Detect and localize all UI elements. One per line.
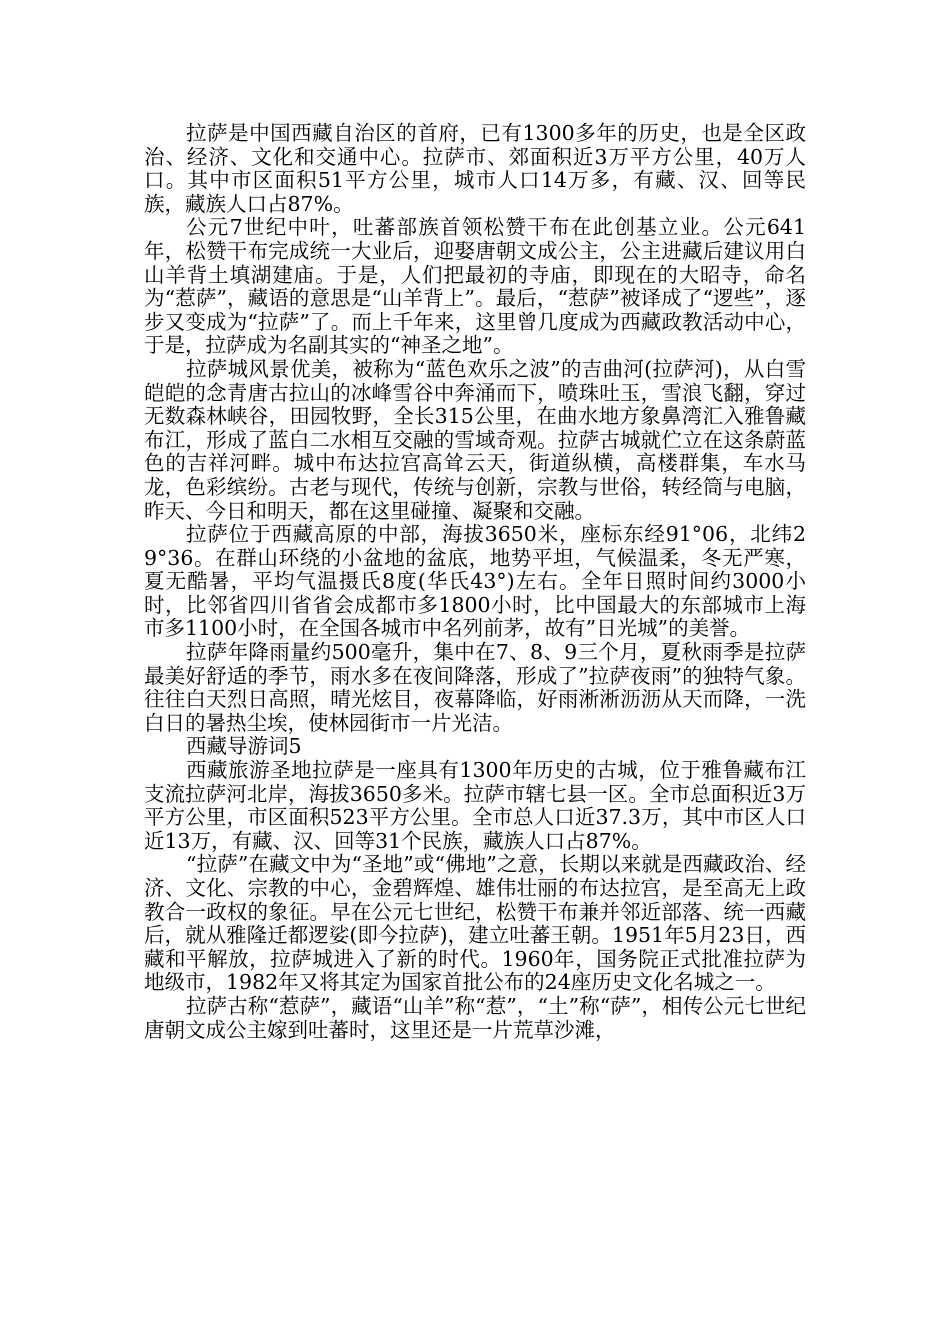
paragraph-holy-city: 西藏旅游圣地拉萨是一座具有1300年历史的古城，位于雅鲁藏布江支流拉萨河北岸，海拔3650多米。拉萨市辖七县一区。全市总面积近3万平方公里，市区面积523平方公里。全市总人口近37.3万，其中市区人口近13万，有藏、汉、回等31个民族，藏族人口占87%。 bbox=[144, 758, 806, 853]
document-page bbox=[144, 122, 806, 1042]
paragraph-lhasa-history: 公元7世纪中叶，吐蕃部族首领松赞干布在此创基立业。公元641年，松赞干布完成统一大业后，迎娶唐朝文成公主，公主进藏后建议用白山羊背土填湖建庙。于是，人们把最初的寺庙，即现在的大昭寺，命名为“惹萨”，藏语的意思是“山羊背上”。最后，“惹萨”被译成了“逻些”，逐步又变成为“拉萨”了。而上千年来，这里曾几度成为西藏政教活动中心，于是，拉萨成为名副其实的“神圣之地”。 bbox=[144, 215, 806, 358]
paragraph-ancient-name: 拉萨古称“惹萨”，藏语“山羊”称“惹”，“土”称“萨”，相传公元七世纪唐朝文成公主嫁到吐蕃时，这里还是一片荒草沙滩， bbox=[144, 993, 806, 1042]
paragraph-lhasa-rainfall: 拉萨年降雨量约500毫升，集中在7、8、9三个月，夏秋雨季是拉萨最美好舒适的季节，雨水多在夜间降落，形成了”拉萨夜雨”的独特气象。往往白天烈日高照，晴光炫目，夜幕降临，好雨淅淅沥沥从天而降，一洗白日的暑热尘埃，使林园街市一片光洁。 bbox=[144, 640, 806, 735]
paragraph-lhasa-meaning: “拉萨”在藏文中为“圣地”或“佛地”之意，长期以来就是西藏政治、经济、文化、宗教的中心，金碧辉煌、雄伟壮丽的布达拉宫，是至高无上政教合一政权的象征。早在公元七世纪，松赞干布兼并邻近部落、统一西藏后，就从雅隆迁都逻娑(即今拉萨)，建立吐蕃王朝。1951年5月23日，西藏和平解放，拉萨城进入了新的时代。1960年，国务院正式批准拉萨为地级市，1982年又将其定为国家首批公布的24座历史文化名城之一。 bbox=[144, 852, 806, 995]
paragraph-lhasa-geography: 拉萨位于西藏高原的中部，海拔3650米，座标东经91°06，北纬29°36。在群山环绕的小盆地的盆底，地势平坦，气候温柔，冬无严寒，夏无酷暑，平均气温摄氏8度(华氏43°)左右。全年日照时间约3000小时，比邻省四川省省会成都市多1800小时，比中国最大的东部城市上海市多1100小时，在全国各城市中名列前茅，故有”日光城”的美誉。 bbox=[144, 522, 806, 641]
section-heading: 西藏导游词5 bbox=[186, 734, 302, 759]
paragraph-lhasa-overview: 拉萨是中国西藏自治区的首府，已有1300多年的历史，也是全区政治、经济、文化和交通中心。拉萨市、郊面积近3万平方公里，40万人口。其中市区面积51平方公里，城市人口14万多，有藏、汉、回等民族，藏族人口占87%。 bbox=[144, 121, 806, 216]
paragraph-lhasa-scenery: 拉萨城风景优美，被称为“蓝色欢乐之波”的吉曲河(拉萨河)，从白雪皑皑的念青唐古拉山的冰峰雪谷中奔涌而下，喷珠吐玉，雪浪飞翻，穿过无数森林峡谷，田园牧野，全长315公里，在曲水地方象鼻湾汇入雅鲁藏布江，形成了蓝白二水相互交融的雪域奇观。拉萨古城就伫立在这条蔚蓝色的吉祥河畔。城中布达拉宫高耸云天，街道纵横，高楼群集，车水马龙，色彩缤纷。古老与现代，传统与创新，宗教与世俗，转经筒与电脑，昨天、今日和明天，都在这里碰撞、凝聚和交融。 bbox=[144, 356, 806, 523]
